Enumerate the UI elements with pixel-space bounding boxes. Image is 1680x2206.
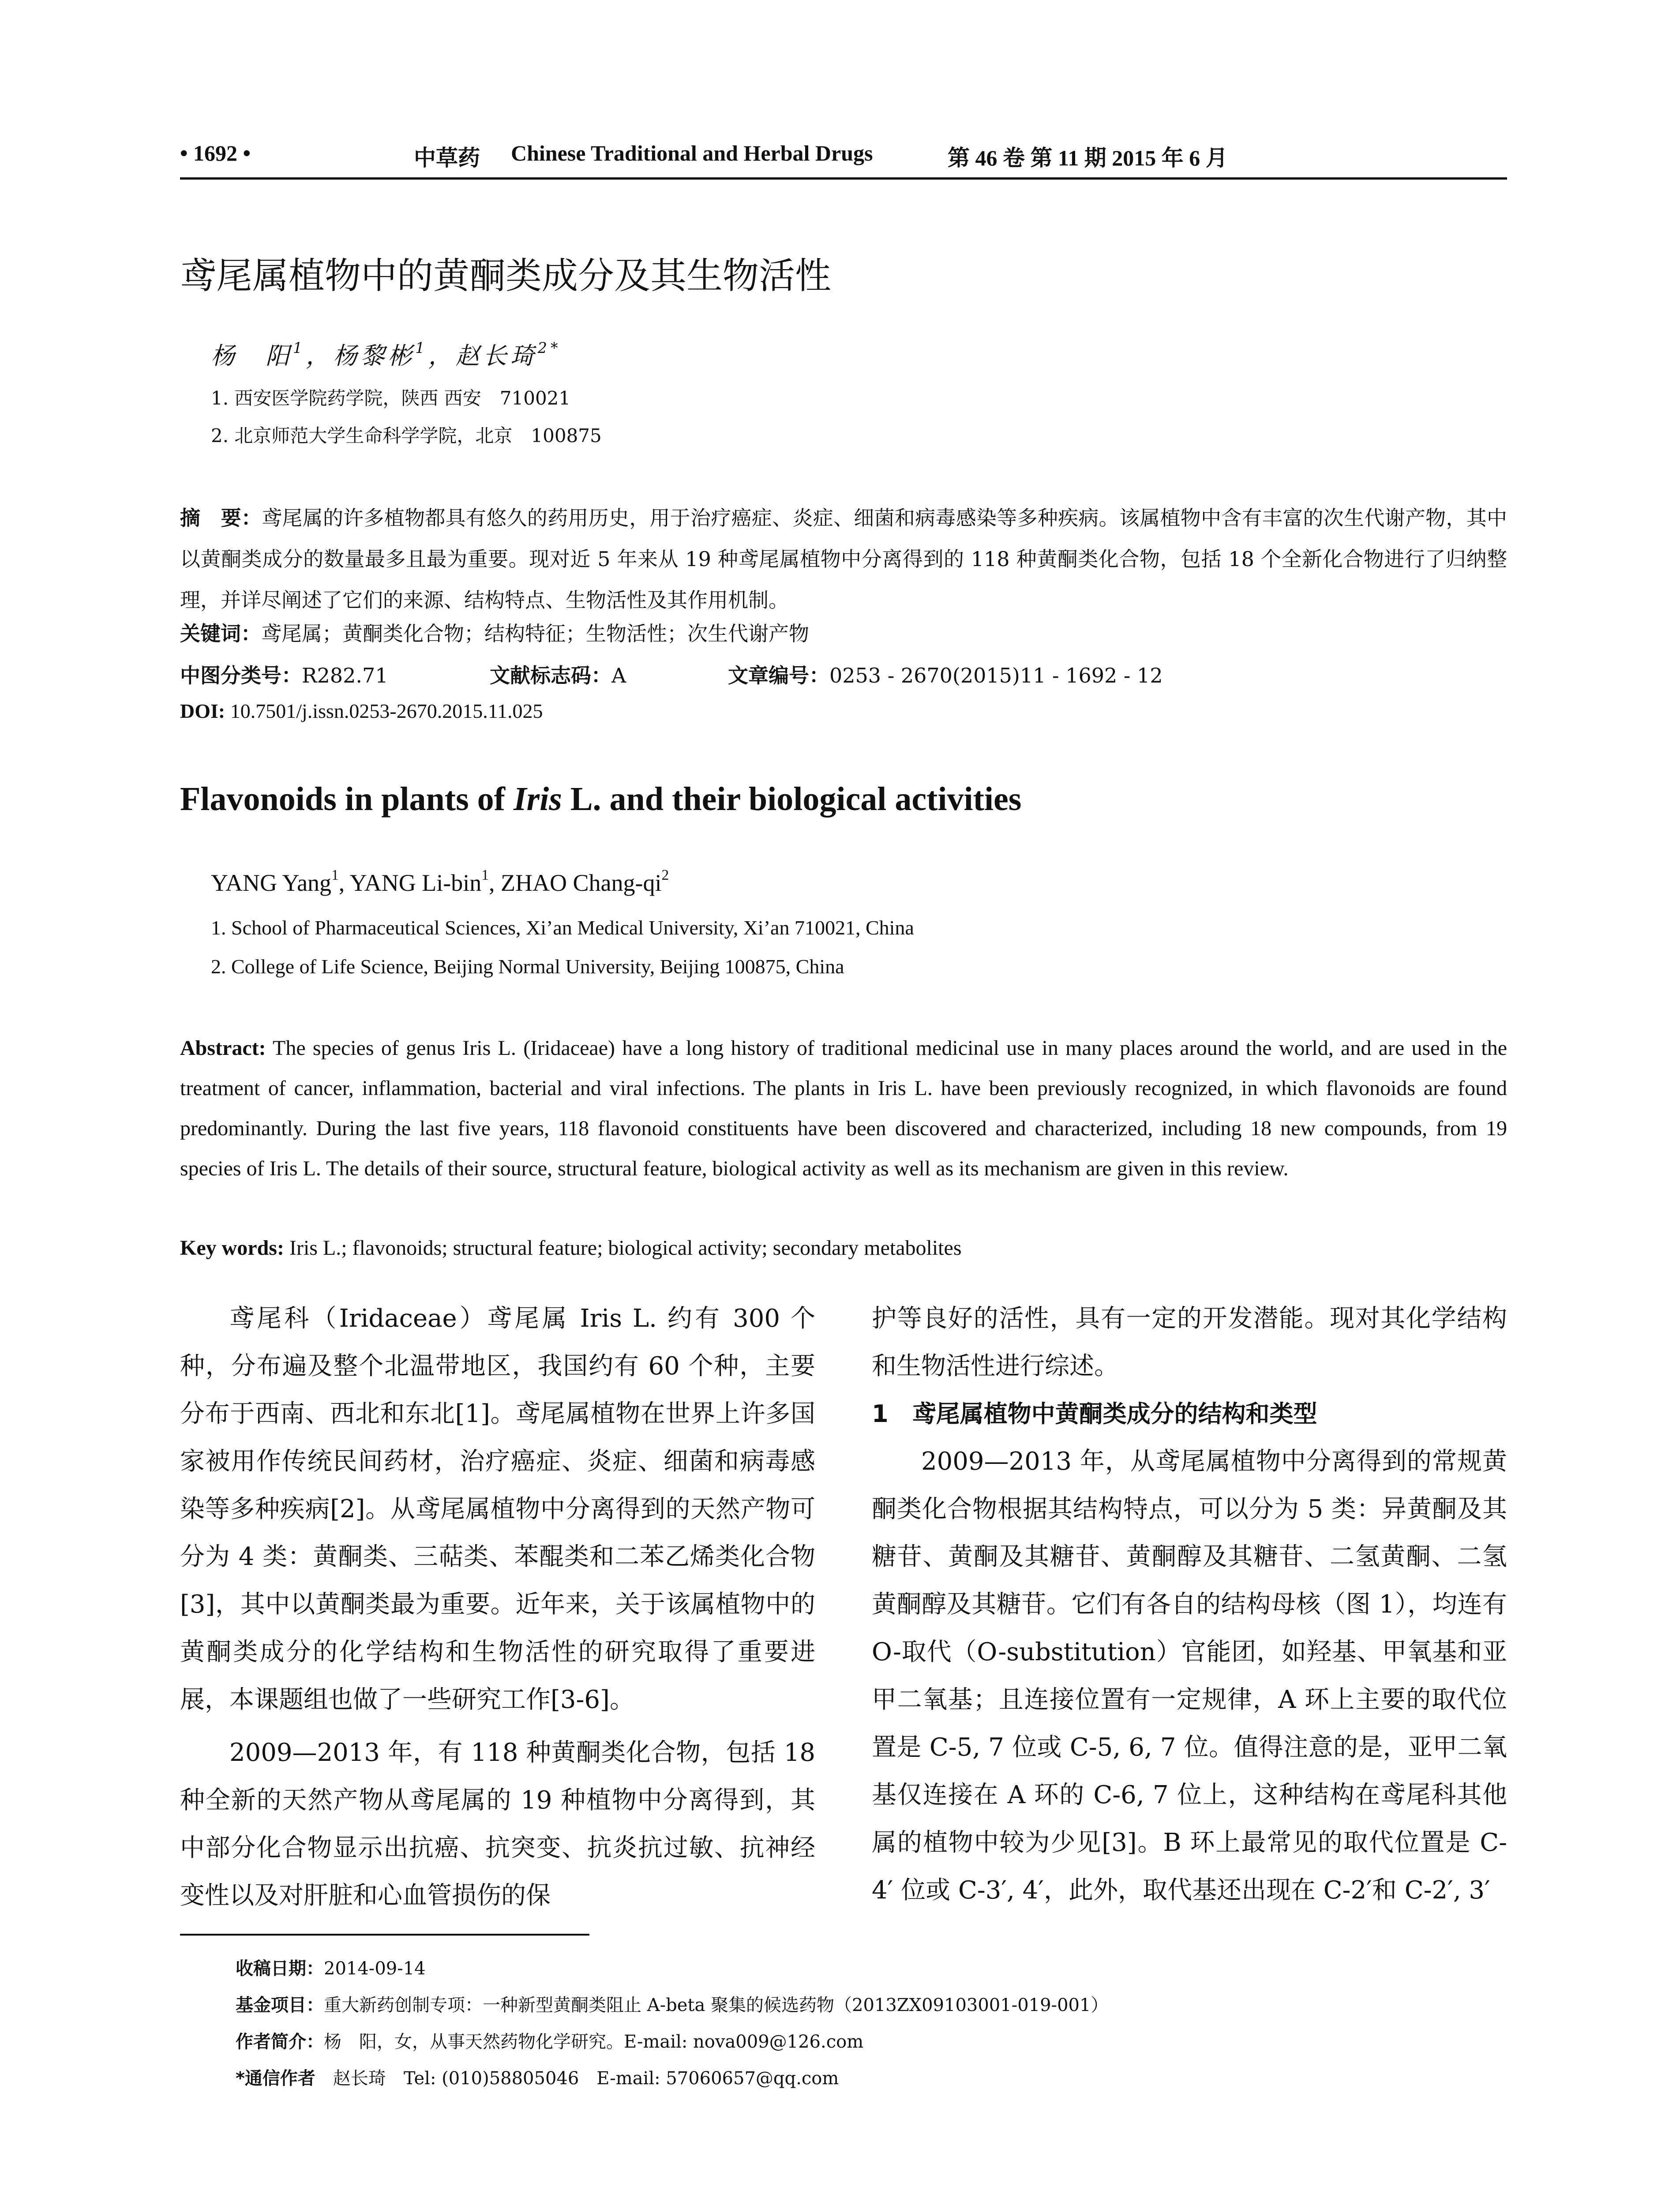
author-sup: 2* <box>537 339 562 356</box>
page-number: • 1692 • <box>180 141 251 165</box>
article-no-label: 文章编号： <box>728 664 829 687</box>
author-name: YANG Yang <box>211 870 332 896</box>
affiliation-en-1: 1. School of Pharmaceutical Sciences, Xi’an Medical University, Xi’an 710021, China <box>211 916 914 939</box>
journal-name-en: Chinese Traditional and Herbal Drugs <box>511 141 873 165</box>
body-column-left <box>180 1295 815 1920</box>
footnote-text: 杨 阳，女，从事天然药物化学研究。E-mail: nova009@126.com <box>324 2032 864 2052</box>
keywords-en <box>180 1228 1507 1268</box>
author-sup: 1 <box>481 867 489 883</box>
author-name: ZHAO Chang-qi <box>501 870 662 896</box>
clc-value: R282.71 <box>302 664 388 687</box>
doi-line <box>180 699 543 723</box>
author-name: 杨 阳 <box>211 342 293 370</box>
title-en <box>180 780 1021 818</box>
clc-label: 中图分类号： <box>180 664 302 687</box>
author-sup: 1 <box>331 867 339 883</box>
running-header <box>180 140 1507 176</box>
affiliation-cn-1: 1. 西安医学院药学院，陕西 西安 710021 <box>211 387 571 409</box>
journal-name-cn: 中草药 <box>414 145 480 171</box>
keywords-en-text: Iris L.; flavonoids; structural feature; biological activity; secondary metabolites <box>289 1236 962 1260</box>
authors-en: YANG Yang$^1$, YANG Li-bin$^1$, ZHAO Chang-$qi^2$ <box>211 867 669 896</box>
title-en-italic: Iris <box>514 780 562 818</box>
footnote-correspondence <box>236 2064 839 2090</box>
author-name: 杨黎彬 <box>333 342 416 370</box>
footnote-text: 2014-09-14 <box>324 1958 426 1979</box>
abstract-en-label: Abstract: <box>180 1036 266 1060</box>
body-paragraph: 2009—2013 年，有 118 种黄酮类化合物，包括 18 种全新的天然产物从鸢尾属的 19 种植物中分离得到，其中部分化合物显示出抗癌、抗突变、抗炎抗过敏、抗神经变性以及对肝脏和心血管损伤的保 <box>180 1738 815 1910</box>
footnote-text: 重大新药创制专项：一种新型黄酮类阻止 A-beta 聚集的候选药物（2013ZX09103001-019-001） <box>324 1995 1109 2015</box>
classification-line <box>180 660 388 689</box>
abstract-cn-label: 摘 要： <box>180 506 262 530</box>
footnote-label: 基金项目： <box>236 1995 324 2015</box>
author-sup: 1 <box>415 339 428 356</box>
body-column-right <box>872 1295 1507 1914</box>
footnote-label: 收稿日期： <box>236 1958 324 1979</box>
title-en-part: L. and their biological activities <box>562 780 1022 818</box>
doc-code-value: A <box>611 664 626 687</box>
body-paragraph: 2009—2013 年，从鸢尾属植物中分离得到的常规黄酮类化合物根据其结构特点，可以分为 5 类：异黄酮及其糖苷、黄酮及其糖苷、黄酮醇及其糖苷、二氢黄酮、二氢黄酮醇及其糖苷。它们有各自的结构母核（图 1），均连有 O-取代（O-substitution）官能团，如羟基、甲氧基和亚甲二氧基；且连接位置有一定规律，A 环上主要的取代位置是 C-5, 7 位或 C-5, 6, 7 位。值得注意的是，亚甲二氧基仅连接在 A 环的 C-6, 7 位上，这种结构在鸢尾科其他属的植物中较为少见[3]。B 环上最常见的取代位置是 C-4′ 位或 C-3′, 4′，此外，取代基还出现在 C-2′和 C-2′, 3′ <box>872 1447 1507 1905</box>
footnote-text: 赵长琦 Tel: (010)58805046 E-mail: 57060657@qq.com <box>333 2068 839 2089</box>
journal-issue: 第 46 卷 第 11 期 2015 年 6 月 <box>948 146 1228 170</box>
keywords-cn-text: 鸢尾属；黄酮类化合物；结构特征；生物活性；次生代谢产物 <box>261 622 809 645</box>
footnote-fund <box>236 1991 1108 2016</box>
article-no-line <box>728 660 1163 689</box>
author-name: YANG Li-bin <box>349 870 482 896</box>
doi-value: 10.7501/j.issn.0253-2670.2015.11.025 <box>230 700 543 722</box>
authors-cn: 杨 阳$^1$，杨黎彬$^1$，赵长琦$^{2*}$ <box>211 339 562 370</box>
body-paragraph: 护等良好的活性，具有一定的开发潜能。现对其化学结构和生物活性进行综述。 <box>872 1304 1507 1381</box>
footnote-label: *通信作者 <box>236 2068 315 2089</box>
title-en-part: Flavonoids in plants of <box>180 780 514 818</box>
doi-label: DOI: <box>180 700 225 722</box>
abstract-en-text: The species of genus Iris L. (Iridaceae) have a long history of traditional medicinal use in many places around the world, and are used in the treatment of cancer, inflammation, bacterial and viral infections. The plants in Iris L. have been previously recognized, in which flavonoids are found predominantly. During the last five years, 118 flavonoid constituents have been discovered and characterized, including 18 new compounds, from 19 species of Iris L. The details of their source, structural feature, biological activity as well as its mechanism are given in this review. <box>180 1036 1507 1180</box>
doc-code-label: 文献标志码： <box>490 664 611 687</box>
header-rule <box>180 177 1507 180</box>
author-name: 赵长琦 <box>455 342 538 370</box>
keywords-en-label: Key words: <box>180 1236 284 1260</box>
abstract-cn <box>180 498 1507 621</box>
abstract-en <box>180 1028 1507 1189</box>
affiliation-en-2: 2. College of Life Science, Beijing Normal University, Beijing 100875, China <box>211 955 844 978</box>
title-cn: 鸢尾属植物中的黄酮类成分及其生物活性 <box>180 255 832 297</box>
body-paragraph: 鸢尾科（Iridaceae）鸢尾属 Iris L. 约有 300 个种，分布遍及整个北温带地区，我国约有 60 个种，主要分布于西南、西北和东北[1]。鸢尾属植物在世界上许多国家被用作传统民间药材，治疗癌症、炎症、细菌和病毒感染等多种疾病[2]。从鸢尾属植物中分离得到的天然产物可分为 4 类：黄酮类、三萜类、苯醌类和二苯乙烯类化合物[3]，其中以黄酮类最为重要。近年来，关于该属植物中的黄酮类成分的化学结构和生物活性的研究取得了重要进展，本课题组也做了一些研究工作[3-6]。 <box>180 1304 815 1714</box>
keywords-cn-label: 关键词： <box>180 622 261 645</box>
author-sup: 1 <box>293 339 306 356</box>
abstract-cn-text: 鸢尾属的许多植物都具有悠久的药用历史，用于治疗癌症、炎症、细菌和病毒感染等多种疾病。该属植物中含有丰富的次生代谢产物，其中以黄酮类成分的数量最多且最为重要。现对近 5 年来从 19 种鸢尾属植物中分离得到的 118 种黄酮类化合物，包括 18 个全新化合物进行了归纳整理，并详尽阐述了它们的来源、结构特点、生物活性及其作用机制。 <box>180 506 1507 612</box>
article-no-value: 0253 - 2670(2015)11 - 1692 - 12 <box>829 664 1163 687</box>
doc-code-line <box>490 660 626 689</box>
footnote-author <box>236 2028 863 2053</box>
section-heading: 1 鸢尾属植物中黄酮类成分的结构和类型 <box>872 1400 1317 1428</box>
keywords-cn <box>180 618 809 647</box>
footnote-rule <box>180 1934 589 1936</box>
affiliation-cn-2: 2. 北京师范大学生命科学学院，北京 100875 <box>211 425 602 446</box>
footnote-received <box>236 1955 426 1980</box>
footnote-label: 作者简介： <box>236 2032 324 2052</box>
author-sup: 2 <box>661 867 669 883</box>
